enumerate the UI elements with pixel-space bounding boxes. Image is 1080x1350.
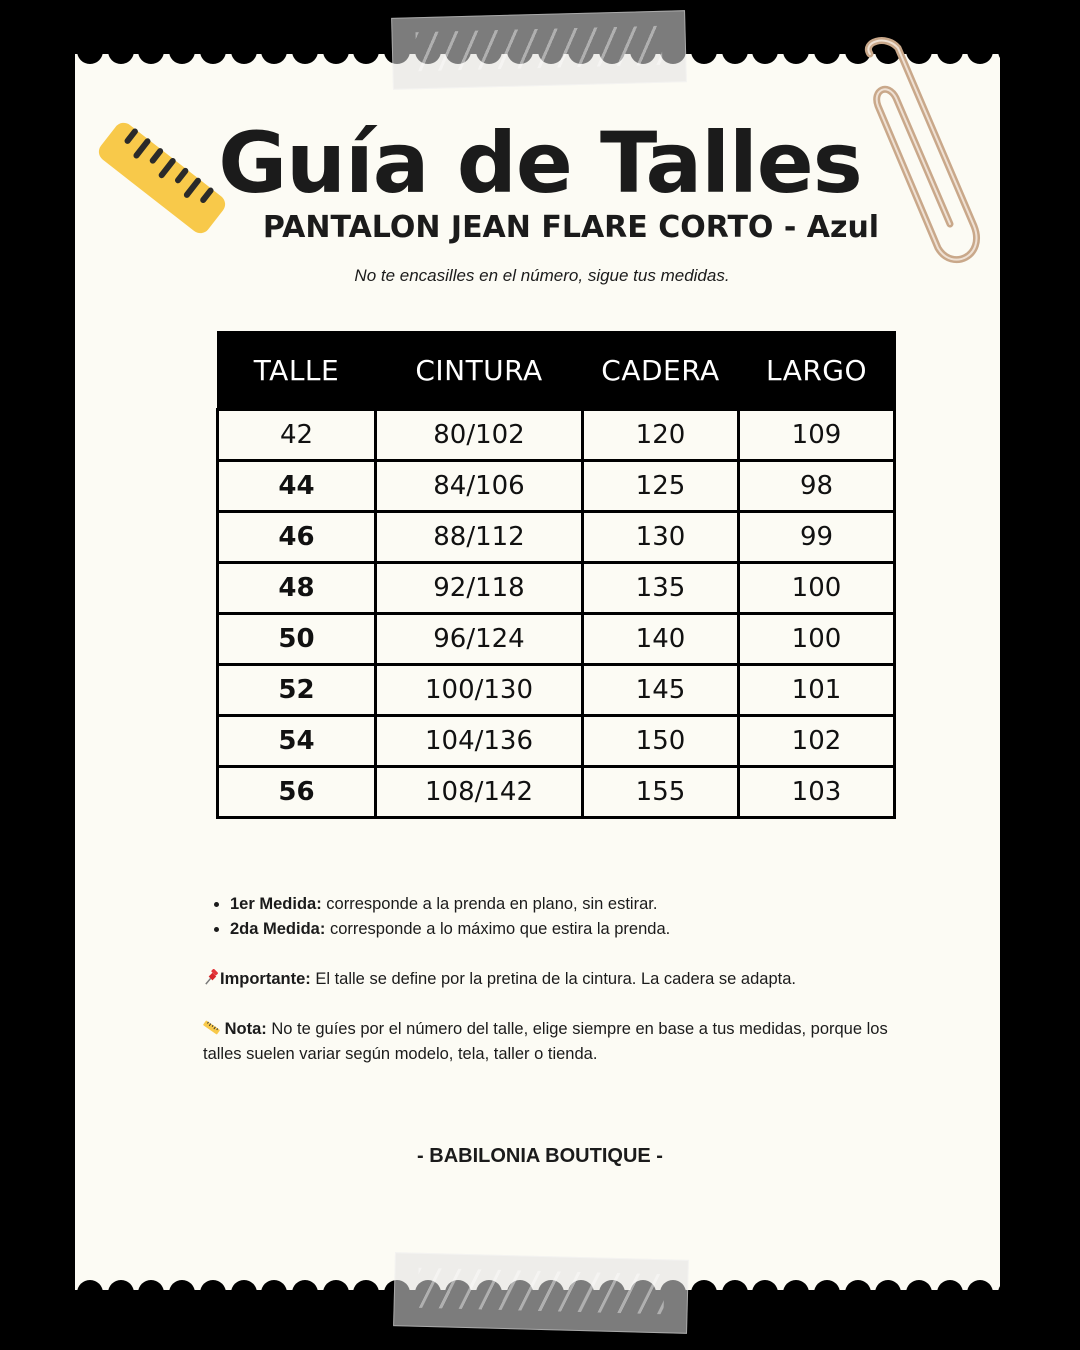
scallop-notch <box>200 44 226 64</box>
scallop-notch <box>77 44 103 64</box>
column-header-talle: TALLE <box>218 332 376 410</box>
general-note <box>203 1017 903 1067</box>
tape-strip-top <box>391 10 687 90</box>
scallop-notch <box>261 1280 287 1300</box>
note-label: Nota: <box>224 1020 267 1038</box>
scallop-notch <box>752 1280 778 1300</box>
scallop-notch <box>261 44 287 64</box>
important-label: Importante: <box>220 970 311 988</box>
cell-largo: 100 <box>739 614 895 665</box>
measure-notes-list <box>203 892 903 942</box>
scallop-notch <box>722 44 748 64</box>
cell-cintura: 108/142 <box>376 767 583 818</box>
scallop-notch <box>752 44 778 64</box>
scallop-notch <box>353 1280 379 1300</box>
scallop-notch <box>231 44 257 64</box>
tagline: No te encasilles en el número, sigue tus medidas. <box>354 266 730 285</box>
scallop-notch <box>814 1280 840 1300</box>
product-subtitle: PANTALON JEAN FLARE CORTO - Azul <box>262 210 880 245</box>
tape-strip-bottom <box>393 1252 689 1334</box>
scallop-notch <box>998 1280 1000 1300</box>
scallop-notch <box>906 1280 932 1300</box>
table-row <box>218 410 895 461</box>
cell-cadera: 130 <box>583 512 739 563</box>
scallop-notch <box>169 1280 195 1300</box>
cell-talle: 42 <box>218 410 376 461</box>
cell-largo: 99 <box>739 512 895 563</box>
notes-section <box>203 892 903 1067</box>
cell-talle: 44 <box>218 461 376 512</box>
cell-cadera: 155 <box>583 767 739 818</box>
scallop-notch <box>108 1280 134 1300</box>
cell-cadera: 140 <box>583 614 739 665</box>
cell-talle: 54 <box>218 716 376 767</box>
cell-largo: 109 <box>739 410 895 461</box>
note-label: 1er Medida: <box>230 895 322 913</box>
ruler-icon <box>203 1019 220 1036</box>
cell-talle: 48 <box>218 563 376 614</box>
table-row <box>218 461 895 512</box>
scallop-notch <box>323 44 349 64</box>
cell-largo: 101 <box>739 665 895 716</box>
column-header-largo: LARGO <box>739 332 895 410</box>
cell-cadera: 120 <box>583 410 739 461</box>
important-note <box>203 967 903 992</box>
cell-largo: 100 <box>739 563 895 614</box>
scallop-notch <box>138 1280 164 1300</box>
scallop-notch <box>138 44 164 64</box>
cell-talle: 46 <box>218 512 376 563</box>
cell-talle: 52 <box>218 665 376 716</box>
scallop-notch <box>353 44 379 64</box>
scallop-notch <box>108 44 134 64</box>
cell-cintura: 88/112 <box>376 512 583 563</box>
cell-cadera: 145 <box>583 665 739 716</box>
cell-cintura: 80/102 <box>376 410 583 461</box>
cell-cintura: 84/106 <box>376 461 583 512</box>
cell-cadera: 125 <box>583 461 739 512</box>
cell-largo: 98 <box>739 461 895 512</box>
table-row <box>218 716 895 767</box>
list-item <box>230 892 903 917</box>
pushpin-icon <box>203 969 220 986</box>
table-row <box>218 767 895 818</box>
list-item <box>230 917 903 942</box>
scallop-notch <box>845 1280 871 1300</box>
table-row <box>218 563 895 614</box>
table-header-row <box>218 332 895 410</box>
important-text: El talle se define por la pretina de la cintura. La cadera se adapta. <box>310 970 796 988</box>
scallop-notch <box>231 1280 257 1300</box>
cell-talle: 56 <box>218 767 376 818</box>
note-label: 2da Medida: <box>230 920 326 938</box>
table-row <box>218 665 895 716</box>
scallop-notch <box>875 1280 901 1300</box>
column-header-cadera: CADERA <box>583 332 739 410</box>
scallop-notch <box>814 44 840 64</box>
table-row <box>218 512 895 563</box>
cell-cintura: 100/130 <box>376 665 583 716</box>
size-table <box>216 331 896 819</box>
cell-cadera: 135 <box>583 563 739 614</box>
scallop-notch <box>722 1280 748 1300</box>
cell-cintura: 96/124 <box>376 614 583 665</box>
brand-footer: - BABILONIA BOUTIQUE - <box>417 1145 663 1167</box>
page-title: Guía de Talles <box>218 114 862 212</box>
scallop-notch <box>998 44 1000 64</box>
scallop-notch <box>169 44 195 64</box>
scallop-notch <box>292 44 318 64</box>
cell-cintura: 104/136 <box>376 716 583 767</box>
cell-cintura: 92/118 <box>376 563 583 614</box>
scallop-notch <box>783 44 809 64</box>
note-text: corresponde a la prenda en plano, sin estirar. <box>321 895 658 913</box>
cell-largo: 102 <box>739 716 895 767</box>
scallop-notch <box>292 1280 318 1300</box>
scallop-notch <box>967 1280 993 1300</box>
cell-largo: 103 <box>739 767 895 818</box>
scallop-notch <box>77 1280 103 1300</box>
cell-talle: 50 <box>218 614 376 665</box>
note-text: No te guíes por el número del talle, elige siempre en base a tus medidas, porque los talles suelen variar según modelo, tela, taller o tienda. <box>203 1020 888 1063</box>
scallop-notch <box>691 44 717 64</box>
scallop-notch <box>691 1280 717 1300</box>
scallop-notch <box>323 1280 349 1300</box>
scallop-notch <box>200 1280 226 1300</box>
cell-cadera: 150 <box>583 716 739 767</box>
column-header-cintura: CINTURA <box>376 332 583 410</box>
table-row <box>218 614 895 665</box>
note-text: corresponde a lo máximo que estira la prenda. <box>325 920 671 938</box>
scallop-notch <box>937 1280 963 1300</box>
scallop-notch <box>783 1280 809 1300</box>
